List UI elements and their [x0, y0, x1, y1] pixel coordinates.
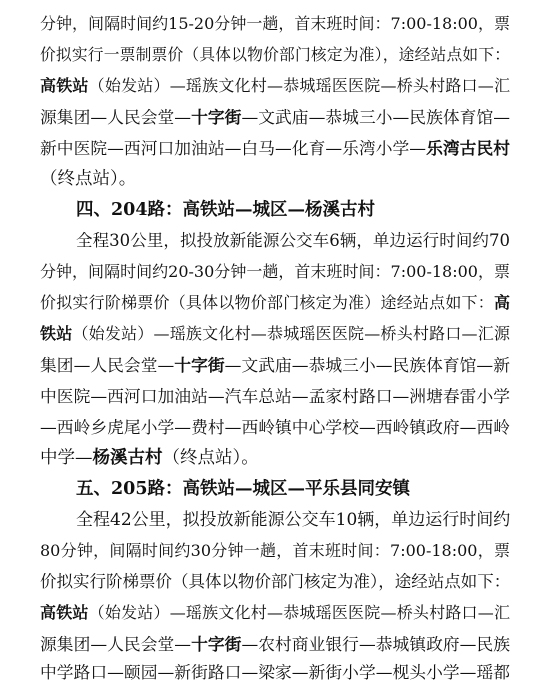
station-name-bold: 铁站 — [40, 324, 73, 343]
station-name-bold: 乐湾古民村 — [426, 138, 510, 158]
sec3-line-3 — [40, 72, 510, 100]
text: 价拟实行阶梯票价（具体以物价部门核定为准），途经站点如下： — [40, 572, 511, 591]
station-name-bold: 高铁站 — [40, 76, 89, 95]
text: 源集团—人民会堂— — [40, 107, 192, 127]
sec5-line-1 — [76, 506, 510, 534]
text: 中医院—西河口加油站—汽车总站—孟家村路口—洲塘春雷小学 — [40, 386, 510, 406]
text: （始发站）—瑶族文化村—恭城瑶医医院—桥头村路口—汇 — [88, 603, 510, 622]
sec4-line-3 — [40, 289, 510, 317]
text: 全程42公里，拟投放新能源公交车10辆，单边运行时间约 — [76, 510, 511, 530]
text: —西岭乡虎尾小学—费村—西岭镇中心学校—西岭镇政府—西岭 — [40, 417, 510, 437]
text: （终点站）。 — [162, 448, 259, 468]
text: 价拟实行一票制票价（具体以物价部门核定为准），途经站点如下： — [40, 45, 510, 64]
sec4-line-4 — [40, 320, 510, 348]
station-name-bold: 高铁站 — [40, 603, 89, 622]
section-heading-205: 五、205路：高铁站—城区—平乐县同安镇 — [76, 479, 411, 499]
text: 集团—人民会堂— — [40, 355, 175, 375]
text: 中学— — [40, 448, 93, 468]
station-name-bold: 高 — [493, 293, 510, 312]
sec5-line-6 — [40, 658, 510, 686]
text: —文武庙—恭城三小—民族体育馆— — [241, 107, 510, 127]
sec5-line-2 — [40, 537, 510, 565]
text: —农村商业银行—恭城镇政府—民族 — [241, 634, 510, 654]
sec3-line-5 — [40, 134, 510, 162]
text: （始发站）—瑶族文化村—恭城瑶医医院—桥头村路口—汇 — [88, 76, 510, 95]
sec3-line-6 — [40, 165, 510, 193]
text: 中学路口—颐园—新街路口—梁家—新街小学—枧头小学—瑶都 — [40, 662, 510, 682]
text: （终点站）。 — [40, 169, 137, 189]
station-name-bold: 十字街 — [191, 107, 242, 127]
text: 分钟，间隔时间约15-20分钟一趟，首末班时间：7:00-18:00，票 — [40, 14, 510, 33]
text: 80分钟，间隔时间约30分钟一趟，首末班时间：7:00-18:00，票 — [40, 541, 510, 560]
sec5-line-3 — [40, 568, 510, 596]
sec4-line-1 — [76, 227, 510, 255]
sec3-line-1 — [40, 10, 510, 38]
text: 新中医院—西河口加油站—白马—化育—乐湾小学— — [40, 138, 427, 158]
sec4-line-7 — [40, 413, 510, 441]
text: 分钟，间隔时间约20-30分钟一趟，首末班时间：7:00-18:00，票 — [40, 262, 510, 281]
sec4-line-6 — [40, 382, 510, 410]
sec5-line-4 — [40, 599, 510, 627]
sec3-line-4 — [40, 103, 510, 131]
sec4-line-5 — [40, 351, 510, 379]
text: 源集团—人民会堂— — [40, 634, 192, 654]
station-name-bold: 十字街 — [174, 355, 225, 375]
sec3-line-2 — [40, 41, 510, 69]
sec4-line-8 — [40, 444, 510, 472]
station-name-bold: 十字街 — [191, 634, 242, 654]
text: —文武庙—恭城三小—民族体育馆—新 — [224, 355, 510, 375]
text: 价拟实行阶梯票价（具体以物价部门核定为准）途经站点如下： — [40, 293, 494, 312]
text: （始发站）—瑶族文化村—恭城瑶医医院—桥头村路口—汇源 — [72, 324, 510, 343]
text: 全程30公里，拟投放新能源公交车6辆，单边运行时间约70 — [76, 231, 510, 250]
sec5-line-5 — [40, 630, 510, 658]
station-name-bold: 杨溪古村 — [92, 448, 163, 468]
section-heading-204: 四、204路：高铁站—城区—杨溪古村 — [76, 200, 376, 220]
sec4-line-2 — [40, 258, 510, 286]
